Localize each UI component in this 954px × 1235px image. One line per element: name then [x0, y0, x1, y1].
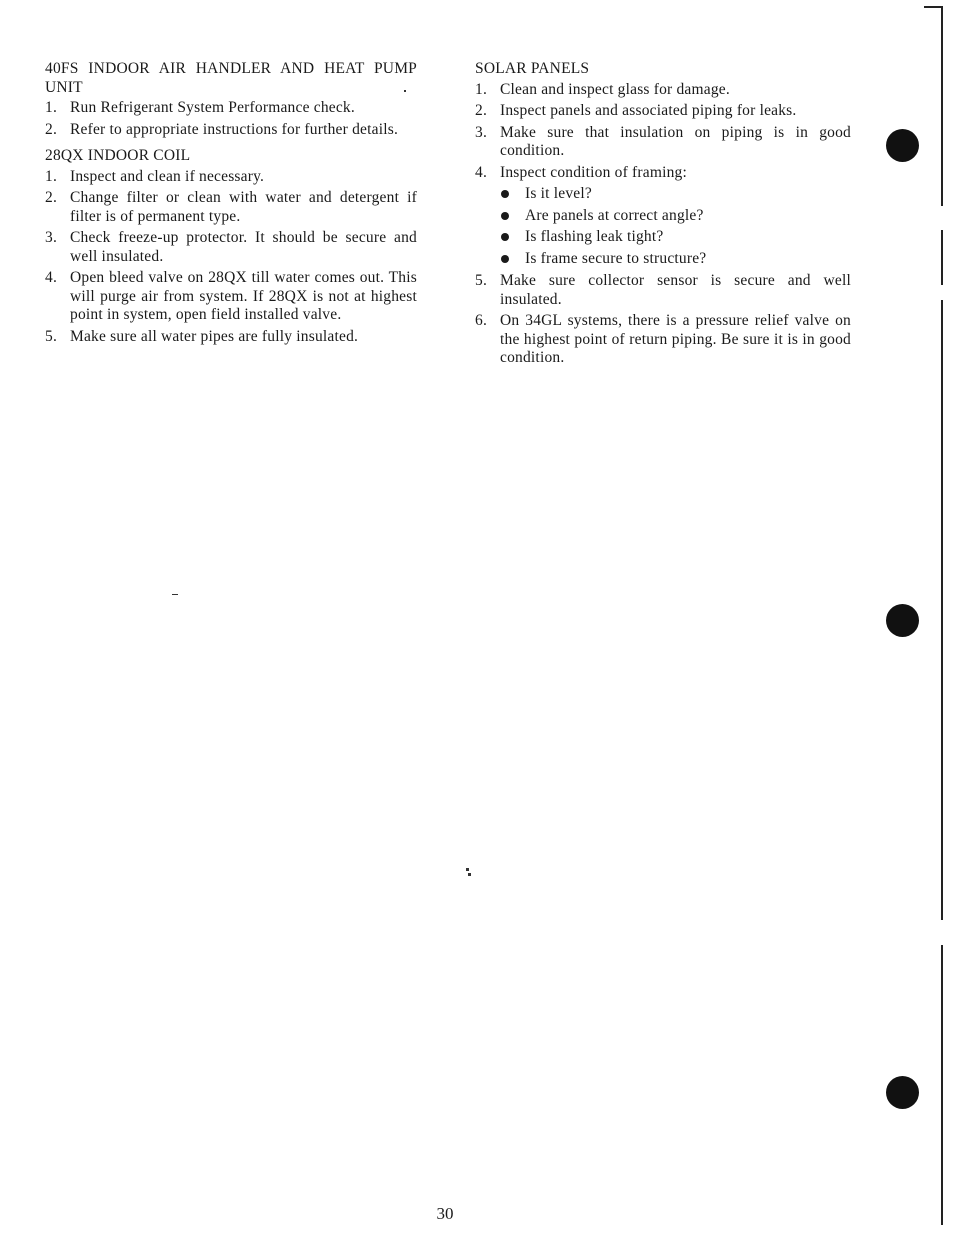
page-edge	[941, 300, 943, 920]
list-item: 3. Check freeze-up protector. It should be secure and well insulated.	[45, 229, 417, 265]
list-item: 1. Inspect and clean if necessary.	[45, 167, 265, 185]
list-item: 2. Refer to appropriate instructions for further details.	[45, 120, 399, 138]
list-item: 6. On 34GL systems, there is a pressure relief valve on the highest point of return piping. Be sure it is in good condition.	[475, 312, 851, 366]
punch-hole-icon	[886, 1076, 919, 1109]
list-item: 5. Make sure all water pipes are fully insulated.	[45, 327, 359, 345]
section-solar-panels	[475, 60, 851, 368]
list-item: 5. Make sure collector sensor is secure and well insulated.	[475, 272, 851, 308]
left-column	[45, 60, 417, 354]
bullet-item: Is frame secure to structure?	[500, 250, 851, 269]
bullet-item: Are panels at correct angle?	[500, 207, 851, 226]
steps-list-28qx	[45, 168, 417, 347]
bullet-item: Is flashing leak tight?	[500, 228, 851, 247]
bullet-icon	[501, 233, 509, 241]
punch-hole-icon	[886, 604, 919, 637]
framing-checklist	[500, 185, 851, 268]
section-title-solar-panels: SOLAR PANELS	[475, 60, 590, 77]
list-item: 3. Make sure that insulation on piping is in good condition.	[475, 123, 851, 159]
bullet-icon	[501, 190, 509, 198]
scan-speck	[404, 90, 406, 92]
list-item: 2. Change filter or clean with water and detergent if filter is of permanent type.	[45, 189, 417, 225]
list-item: 4. Open bleed valve on 28QX till water comes out. This will purge air from system. If 28QX is not at highest point in system, open field installed valve.	[45, 269, 417, 323]
list-item: 4. Inspect condition of framing: Is it level? Are panels at correct angle? Is flashing leak tight? Is frame secure to structure?	[475, 164, 851, 269]
page-number: 30	[436, 1204, 454, 1223]
steps-list-40fs	[45, 99, 417, 139]
list-item: 1. Clean and inspect glass for damage.	[475, 80, 730, 98]
section-title-28qx: 28QX INDOOR COIL	[45, 147, 191, 164]
bullet-icon	[501, 212, 509, 220]
section-28qx	[45, 147, 417, 346]
scan-speck	[466, 868, 469, 871]
page-edge	[941, 945, 943, 1225]
page-edge	[941, 6, 943, 206]
list-item: 1. Run Refrigerant System Performance check.	[45, 99, 355, 116]
list-item: 2. Inspect panels and associated piping for leaks.	[475, 102, 797, 119]
scan-speck	[468, 873, 471, 876]
bullet-icon	[501, 255, 509, 263]
right-column	[475, 60, 851, 376]
bullet-item: Is it level?	[500, 185, 851, 204]
steps-list-solar	[475, 81, 851, 368]
section-title-40fs: 40FS INDOOR AIR HANDLER AND HEAT PUMP UNIT	[45, 60, 417, 96]
punch-hole-icon	[886, 129, 919, 162]
scan-speck	[172, 594, 178, 595]
section-40fs	[45, 60, 417, 139]
page-edge	[941, 230, 943, 285]
